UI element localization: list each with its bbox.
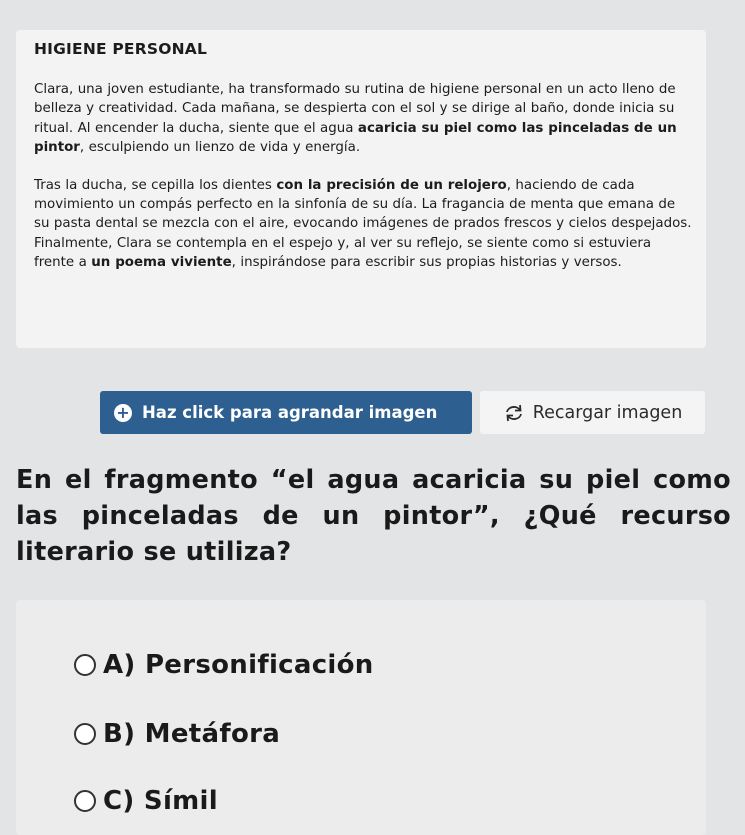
option-label: A) Personificación (103, 650, 374, 680)
option-c[interactable] (74, 786, 218, 816)
paragraph-text: , inspirándose para escribir sus propias historias y versos. (231, 255, 622, 271)
option-label: B) Metáfora (103, 719, 281, 749)
question-text: En el fragmento “el agua acaricia su piel como las pinceladas de un pintor”, ¿Qué recurso literario se utiliza? (16, 465, 731, 567)
radio-button[interactable] (74, 790, 96, 812)
zoom-image-label: Haz click para agrandar imagen (142, 403, 438, 422)
reading-title: HIGIENE PERSONAL (34, 40, 208, 58)
radio-button[interactable] (74, 723, 96, 745)
option-b[interactable] (74, 719, 280, 749)
paragraph-text: , esculpiendo un lienzo de vida y energía. (79, 140, 361, 156)
reading-card (16, 30, 706, 348)
reload-icon (503, 404, 525, 422)
highlighted-phrase: un poema viviente (91, 255, 232, 271)
radio-button[interactable] (74, 654, 96, 676)
paragraph-text: Clara, una joven estudiante, ha transformado su rutina de higiene personal en un acto lleno de belleza y creatividad. Cada mañana, se despierta con el sol y se dirige al baño, donde inicia su ritual. Al encender la ducha, siente que el agua (34, 82, 676, 136)
highlighted-phrase: con la precisión de un relojero (276, 177, 507, 193)
reading-paragraph-1 (34, 80, 692, 158)
option-label: C) Símil (103, 786, 218, 816)
reload-image-button[interactable] (480, 391, 705, 434)
reload-image-label: Recargar imagen (532, 402, 683, 423)
zoom-image-button[interactable] (100, 391, 472, 434)
option-a[interactable] (74, 650, 374, 680)
zoom-in-icon: + (114, 404, 132, 422)
paragraph-text: Tras la ducha, se cepilla los dientes (34, 177, 277, 193)
highlighted-phrase: acaricia su piel como las pinceladas de un pintor (34, 120, 677, 156)
reading-paragraph-2 (34, 176, 692, 273)
answer-options (16, 600, 706, 835)
paragraph-text: , haciendo de cada movimiento un compás perfecto en la sinfonía de su día. La fragancia de menta que emana de su pasta dental se mezcla con el aire, evocando imágenes de prados frescos y cielos despejados. Finalmente, Clara se contempla en el espejo y, al ver su reflejo, se siente como si estuviera frente a (34, 177, 692, 271)
